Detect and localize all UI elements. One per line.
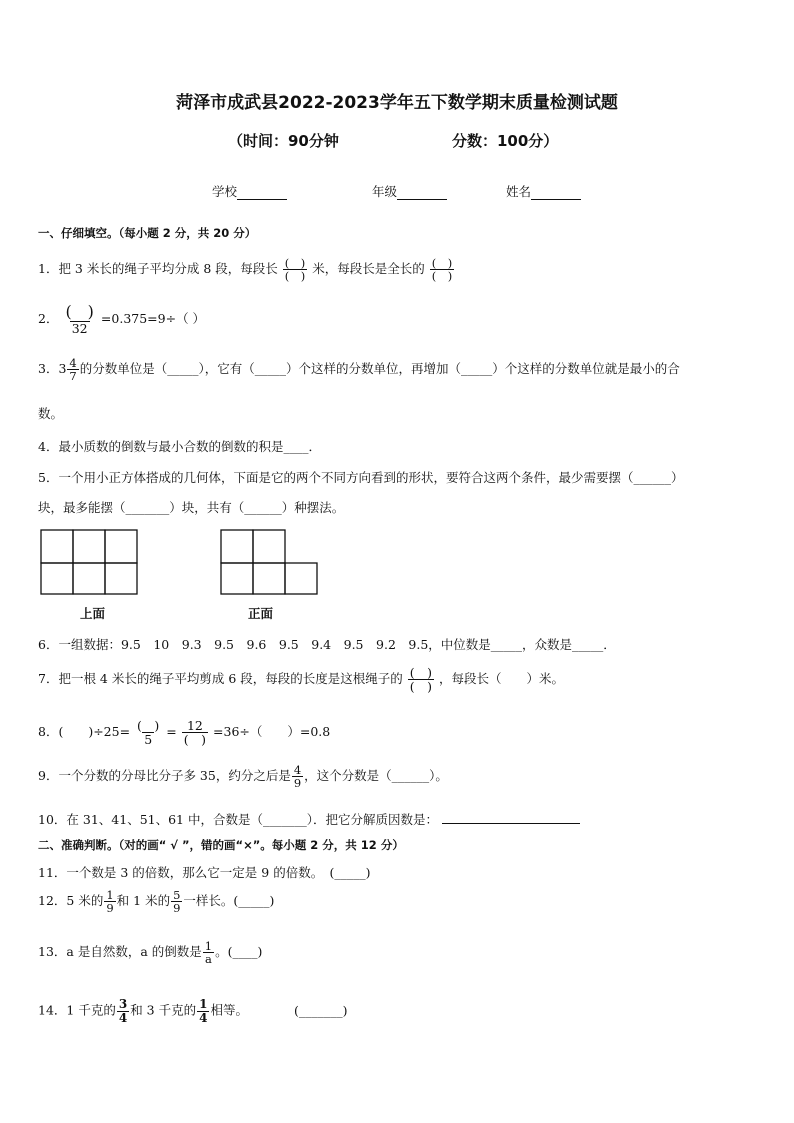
front-view-grid [221, 530, 317, 594]
question-14: 14．1 千克的 $\frac{3}{4}$ 和 3 千克的 $\frac{1}{4}$ 相等。 [38, 997, 248, 1025]
question-6: 6．一组数据：9.5 10 9.3 9.5 9.6 9.5 9.4 9.5 9.2 9.5，中位数是_____，众数是_____． [38, 637, 616, 652]
question-2: 2． $\frac{( )}{32}$ =0.375=9÷（ ） [38, 302, 206, 336]
top-view-label: 上面 [80, 606, 106, 621]
fraction-blank: $\frac{12}{( )}$ [183, 718, 207, 748]
question-12: 12．5 米的 $\frac{1}{9}$ 和 1 米的 $\frac{5}{9}$ 一样长。(_____) [38, 888, 275, 916]
question-5-cont: 块，最多能摆（_______）块，共有（______）种摆法。 [38, 500, 345, 515]
view-figures [38, 527, 328, 597]
school-field: 学校 [212, 182, 287, 200]
fraction-blank: $\frac{( )}{5}$ [137, 718, 160, 748]
exam-title: 菏泽市成武县2022-2023学年五下数学期末质量检测试题 [176, 93, 618, 113]
question-3: 3．3 $\frac{4}{7}$ 的分数单位是（_____），它有（_____）个这样的分数单位，再增加（_____）个这样的分数单位就是最小的合 [38, 356, 680, 384]
section-1-heading: 一、仔细填空。（每小题 2 分，共 20 分） [38, 226, 257, 240]
exam-score: 分数：100分） [452, 132, 559, 150]
fraction-blank: $\frac{( )}{( )}$ [409, 665, 433, 695]
question-10: 10．在 31、41、51、61 中，合数是（_______）．把它分解质因数是： [38, 810, 580, 828]
question-14-answer: (_______) [294, 1003, 348, 1018]
question-4: 4．最小质数的倒数与最小合数的倒数的积是____． [38, 439, 321, 454]
question-11: 11．一个数是 3 的倍数，那么它一定是 9 的倍数。 (_____) [38, 865, 371, 880]
grade-field: 年级 [372, 182, 447, 200]
question-8: 8．( )÷25= $\frac{( )}{5}$ = $\frac{12}{( )}$ =36÷（ ）=0.8 [38, 718, 331, 748]
fraction-blank: $\frac{( )}{( )}$ [431, 256, 453, 284]
question-5: 5．一个用小正方体搭成的几何体，下面是它的两个不同方向看到的形状，要符合这两个条件，最少需要摆（______） [38, 470, 684, 485]
fraction-blank: $\frac{( )}{32}$ [65, 302, 94, 336]
question-7: 7．把一根 4 米长的绳子平均剪成 6 段，每段的长度是这根绳子的 $\frac{( )}{( )}$ ，每段长（ ）米。 [38, 665, 565, 695]
fraction-blank: $\frac{( )}{( )}$ [284, 256, 306, 284]
question-1: 1．把 3 米长的绳子平均分成 8 段，每段长 $\frac{( )}{( )}$ 米，每段长是全长的 $\frac{( )}{( )}$ [38, 256, 453, 284]
name-field: 姓名 [506, 182, 581, 200]
question-9: 9．一个分数的分母比分子多 35，约分之后是 $\frac{4}{9}$ ，这个分数是（______）。 [38, 763, 448, 791]
front-view-label: 正面 [248, 606, 274, 621]
section-2-heading: 二、准确判断。（对的画“ √ ”，错的画“×”。每小题 2 分，共 12 分） [38, 838, 404, 852]
top-view-grid [41, 530, 137, 594]
exam-time: （时间：90分钟 [228, 132, 339, 150]
question-13: 13．a 是自然数，a 的倒数是 $\frac{1}{a}$ 。(____) [38, 939, 263, 967]
question-3-cont: 数。 [38, 406, 64, 421]
